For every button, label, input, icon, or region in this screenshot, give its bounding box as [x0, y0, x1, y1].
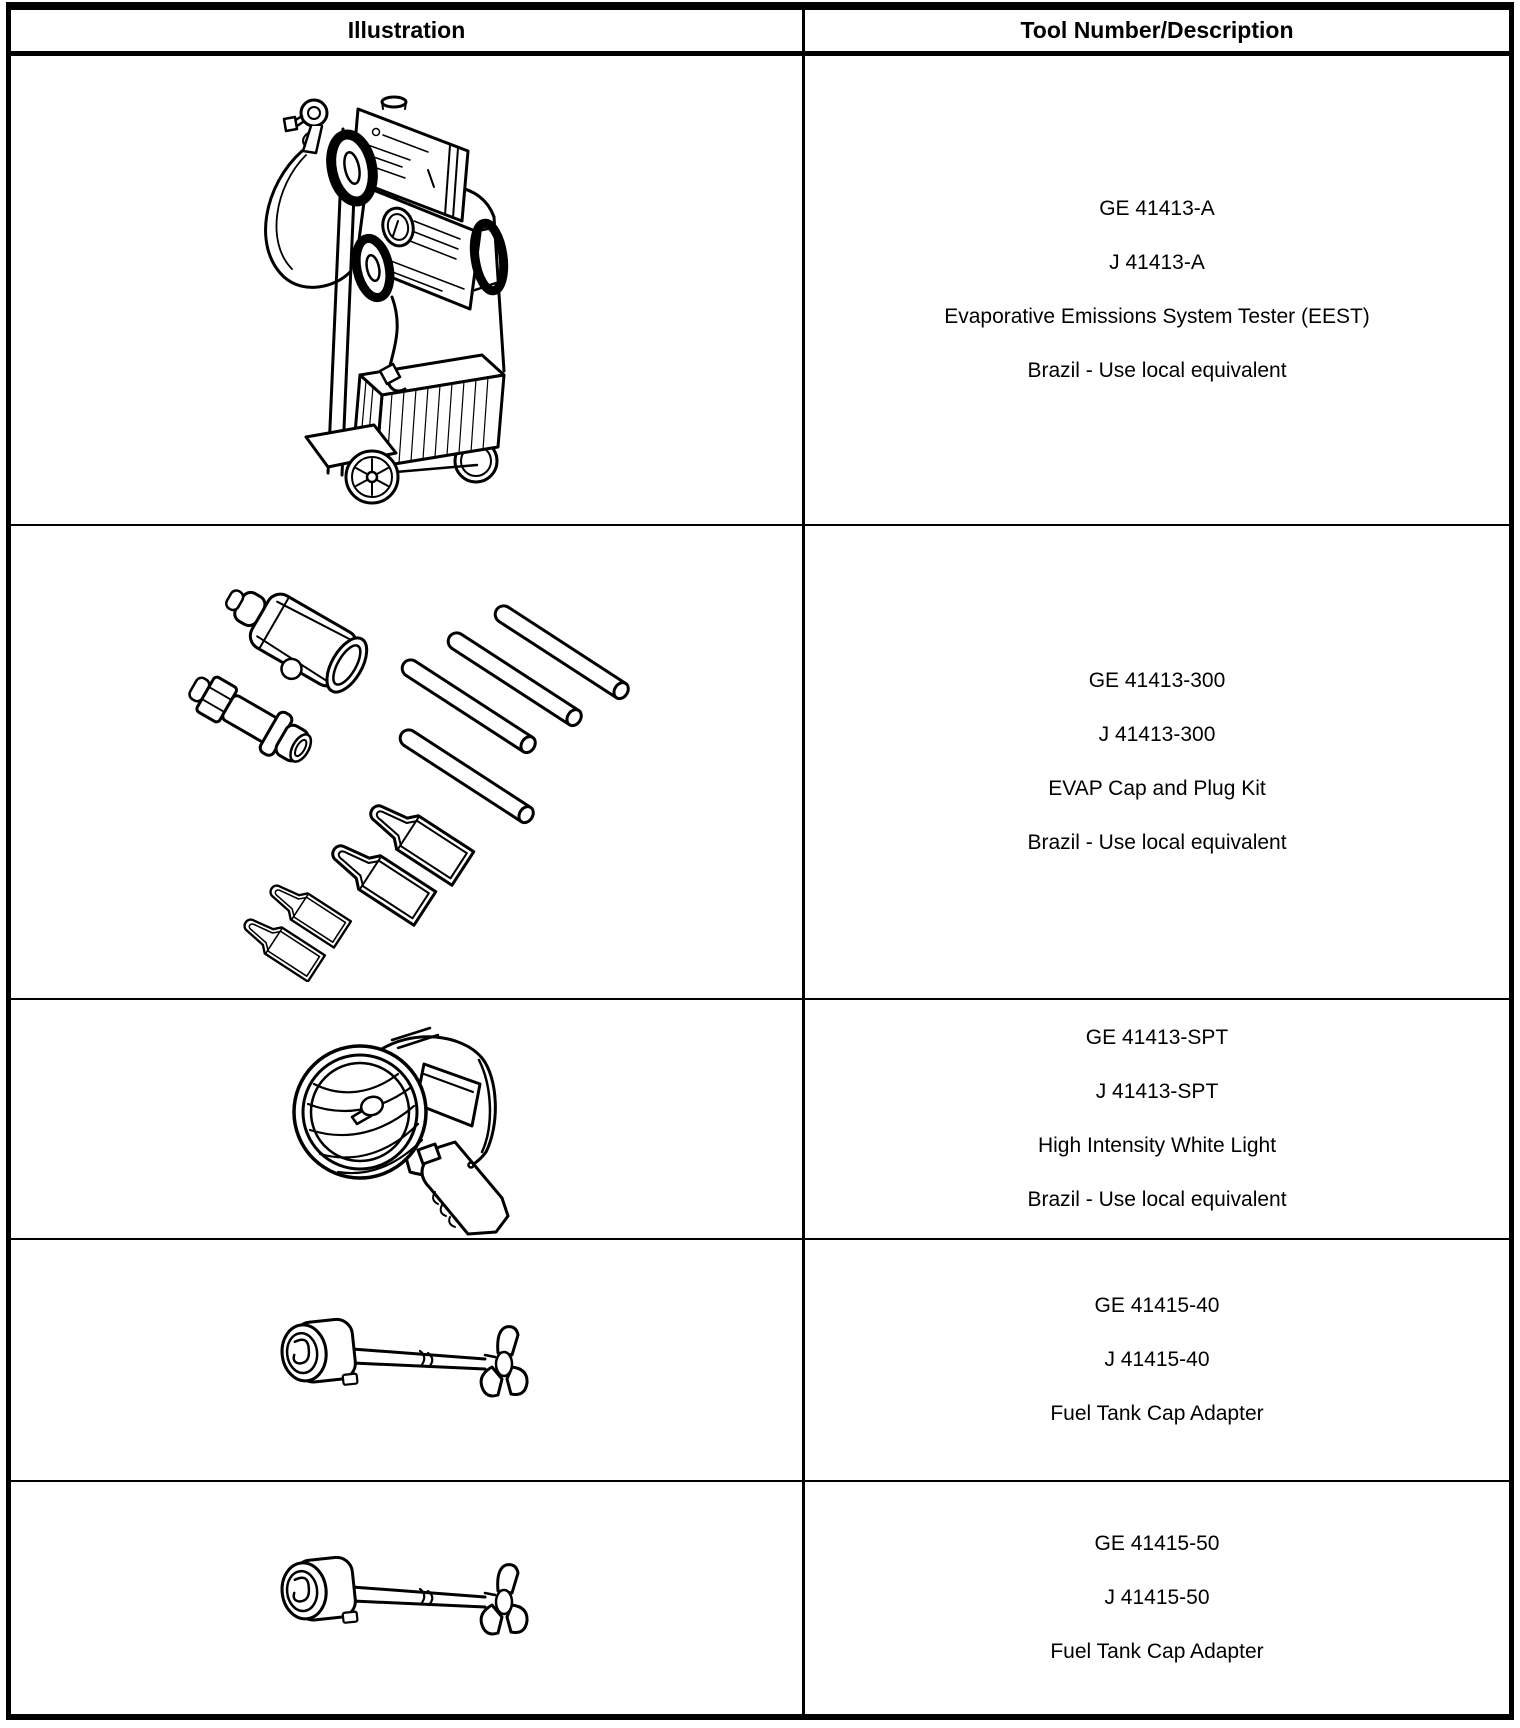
description-cell — [805, 1240, 1509, 1480]
tool-number-j: J 41415-40 — [1104, 1348, 1210, 1371]
illustration-cell — [11, 1482, 805, 1714]
illustration-cell — [11, 56, 805, 524]
tool-note: Brazil - Use local equivalent — [1027, 1188, 1287, 1211]
table-header-row — [11, 10, 1509, 56]
tool-description: High Intensity White Light — [1037, 1134, 1277, 1157]
tool-number-j: J 41413-A — [1109, 251, 1205, 274]
table-row — [11, 1240, 1509, 1482]
tool-number-j: J 41413-300 — [1098, 723, 1216, 746]
tool-number-ge: GE 41415-40 — [1094, 1294, 1220, 1317]
description-cell — [805, 1482, 1509, 1714]
evap-cap-plug-kit-illustration — [157, 542, 657, 982]
tool-number-ge: GE 41413-SPT — [1085, 1026, 1229, 1049]
tool-description: Evaporative Emissions System Tester (EEST) — [944, 305, 1370, 328]
eest-cart-illustration — [242, 75, 572, 505]
spotlight-illustration — [272, 1002, 542, 1237]
description-cell — [805, 56, 1509, 524]
tool-number-j: J 41413-SPT — [1095, 1080, 1219, 1103]
table-row — [11, 526, 1509, 1000]
table-row — [11, 56, 1509, 526]
illustration-cell — [11, 1240, 805, 1480]
tool-number-ge: GE 41415-50 — [1094, 1532, 1220, 1555]
tool-description: Fuel Tank Cap Adapter — [1050, 1640, 1264, 1663]
description-cell — [805, 526, 1509, 998]
tool-number-ge: GE 41413-A — [1099, 197, 1215, 220]
illustration-cell — [11, 526, 805, 998]
fuel-tank-cap-adapter-illustration — [252, 1303, 562, 1418]
tool-note: Brazil - Use local equivalent — [1027, 359, 1287, 382]
fuel-tank-cap-adapter-illustration — [252, 1541, 562, 1656]
header-tool-number-description: Tool Number/Description — [1020, 17, 1294, 43]
tool-number-j: J 41415-50 — [1104, 1586, 1210, 1609]
tool-note: Brazil - Use local equivalent — [1027, 831, 1287, 854]
table-row — [11, 1000, 1509, 1240]
tool-description: Fuel Tank Cap Adapter — [1050, 1402, 1264, 1425]
description-cell — [805, 1000, 1509, 1238]
header-illustration: Illustration — [11, 10, 805, 51]
table-row — [11, 1482, 1509, 1714]
tool-number-ge: GE 41413-300 — [1088, 669, 1226, 692]
tool-description: EVAP Cap and Plug Kit — [1048, 777, 1266, 800]
special-tools-table — [6, 2, 1514, 1720]
illustration-cell — [11, 1000, 805, 1238]
